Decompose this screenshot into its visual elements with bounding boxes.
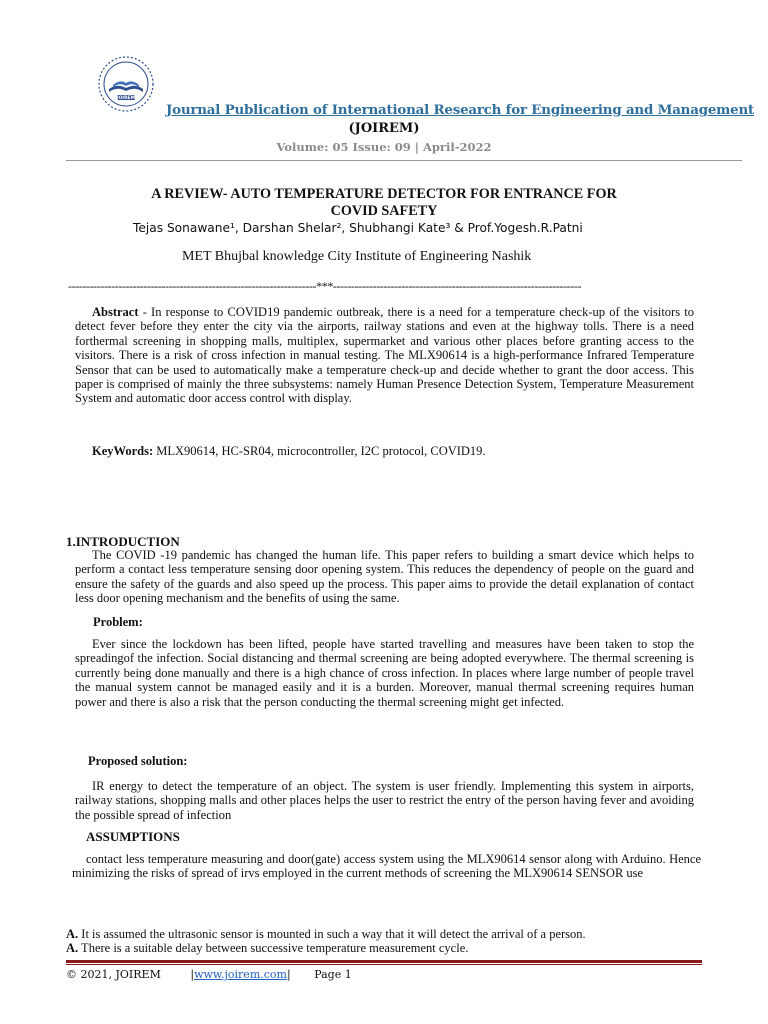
- paper-title: [0, 186, 768, 220]
- introduction-heading: 1.INTRODUCTION: [66, 534, 180, 549]
- list-marker: A.: [66, 927, 79, 941]
- footer-copyright: © 2021, JOIREM: [66, 968, 161, 981]
- volume-issue: Volume: 05 Issue: 09 | April-2022: [276, 140, 492, 154]
- keywords: [92, 444, 486, 459]
- problem-text: Ever since the lockdown has been lifted, people have started travelling and measures have been taken to stop the spreadingof the infection. Social distancing and thermal screening are being adopted everywhere. The thermal screening is currently being done manually and there is a high chance of cross infection. In places where large number of people travel the manual system cannot be managed easily and it is a burden. Moreover, manual thermal screening requires human power and there is also a risk that the person conducting the thermal screening might get infected.: [75, 637, 694, 709]
- institution: MET Bhujbal knowledge City Institute of Engineering Nashik: [182, 249, 532, 264]
- journal-logo: [93, 55, 159, 113]
- list-text: It is assumed the ultrasonic sensor is mounted in such a way that it will detect the arrival of a person.: [78, 927, 586, 941]
- assumptions-text: contact less temperature measuring and door(gate) access system using the MLX90614 sensor along with Arduino. Hence minimizing the risks of spread of irvs employed in the current methods of screening the MLX90614 SENSOR use: [72, 852, 701, 881]
- proposed-solution-heading: Proposed solution:: [88, 754, 188, 768]
- proposed-solution-text: IR energy to detect the temperature of an object. The system is user friendly. Implementing this system in airports, railway stations, shopping malls and other places helps the user to restrict the entry of the person having fever and avoiding the possible spread of infection: [75, 779, 694, 822]
- footer-link-open: |: [190, 968, 195, 981]
- keywords-text: MLX90614, HC-SR04, microcontroller, I2C protocol, COVID19.: [153, 444, 486, 458]
- journal-abbreviation: (JOIREM): [348, 121, 420, 136]
- list-text: There is a suitable delay between successive temperature measurement cycle.: [78, 941, 469, 955]
- header-rule: [66, 160, 742, 161]
- list-item: [66, 941, 468, 956]
- introduction-text: The COVID -19 pandemic has changed the human life. This paper refers to building a smart device which helps to perform a contact less temperature sensing door opening system. This reduces the dependency of people on the guard and ensure the safety of the guards and also speed up the process. This paper aims to provide the detail explanation of contact less door opening mechanism and the benefits of using the same.: [75, 548, 694, 606]
- abstract-text: - In response to COVID19 pandemic outbreak, there is a need for a temperature check-up of the visitors to detect fever before they enter the city via the airports, railway stations and even at the highway tolls. There is a need forthermal screening in shopping malls, multiplex, supermarket and various other places before granting access to the visitors. There is a risk of cross infection in manual testing. The MLX90614 is a high-performance Infrared Temperature Sensor that can be used to automatically make a temperature check-up and decide whether to grant the door access. This paper is comprised of mainly the three subsystems: namely Human Presence Detection System, Temperature Measurement System and automatic door access control with display.: [75, 305, 694, 406]
- logo-text: JOIREM: [116, 96, 136, 101]
- title-line-1: A REVIEW- AUTO TEMPERATURE DETECTOR FOR ENTRANCE FOR: [151, 186, 617, 202]
- footer-website-link[interactable]: www.joirem.com: [194, 968, 287, 981]
- abstract: [75, 305, 694, 406]
- footer-link-close: |: [286, 968, 291, 981]
- problem-heading: Problem:: [93, 615, 143, 629]
- title-line-2: COVID SAFETY: [330, 203, 438, 219]
- assumptions-heading: ASSUMPTIONS: [86, 829, 180, 844]
- footer-rule-thin: [66, 964, 702, 965]
- keywords-label: KeyWords:: [92, 444, 154, 458]
- separator: ---------------------------------------------------------------------***---------------------------------------------------------------------: [68, 279, 582, 293]
- abstract-label: Abstract: [92, 305, 139, 319]
- footer-page-number: Page 1: [314, 968, 352, 981]
- list-item: [66, 927, 586, 942]
- journal-name[interactable]: Journal Publication of International Research for Engineering and Management: [166, 102, 754, 118]
- list-marker: A.: [66, 941, 79, 955]
- page-footer: [66, 968, 352, 981]
- authors: Tejas Sonawane¹, Darshan Shelar², Shubhangi Kate³ & Prof.Yogesh.R.Patni: [133, 221, 583, 235]
- footer-rule: [66, 960, 702, 963]
